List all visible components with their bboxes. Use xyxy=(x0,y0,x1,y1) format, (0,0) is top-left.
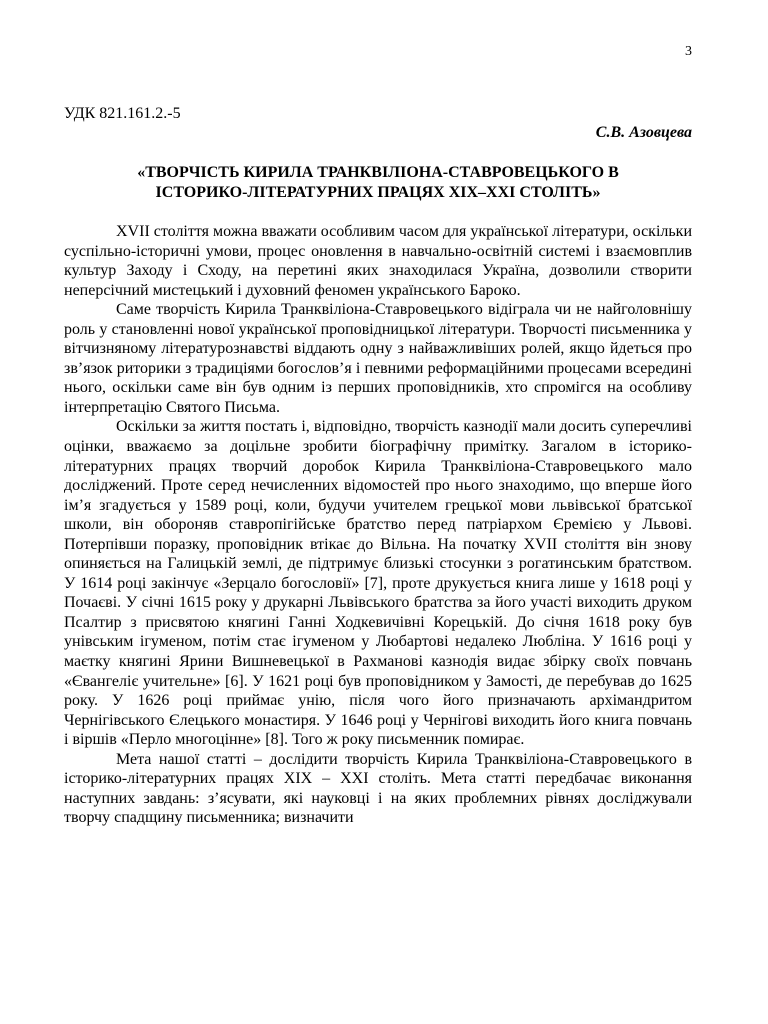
author-name: С.В. Азовцева xyxy=(595,124,692,141)
title-line-2: ІСТОРИКО-ЛІТЕРАТУРНИХ ПРАЦЯХ XIX–XXI СТОЛІТЬ» xyxy=(155,184,601,201)
article-title xyxy=(64,163,692,203)
article-body xyxy=(64,222,692,828)
title-line-1: «ТВОРЧІСТЬ КИРИЛА ТРАНКВІЛІОНА-СТАВРОВЕЦЬКОГО В xyxy=(137,164,619,181)
page-number: 3 xyxy=(685,44,692,59)
body-paragraph-3: Оскільки за життя постать і, відповідно, творчість казнодії мали досить суперечливі оцінки, вважаємо за доцільне зробити біографічну примітку. Загалом в історико-літературних працях творчий доробок Кирила Транквіліона-Ставровецького мало досліджений. Проте серед нечисленних відомостей про нього знаходимо, що вперше його ім’я згадується у 1589 році, коли, будучи учителем грецької мови львівської братської школи, він обороняв ставропігійське братство перед патріархом Єремією у Львові. Потерпівши поразку, проповідник втікає до Вільна. На початку XVII століття він знову опиняється на Галицькій землі, де підтримує близькі стосунки з рогатинським братством. У 1614 році закінчує «Зерцало богословії» [7], проте друкується книга лише у 1618 році у Почаєві. У січні 1615 року у друкарні Львівського братства за його участі виходить друком Псалтир з присвятою княгині Ганні Ходкевичівні Корецькій. До січня 1618 року був унівським ігуменом, потім стає ігуменом у Любартові недалеко Любліна. У 1616 році у маєтку княгині Ярини Вишневецької в Рахманові казнодія видає збірку своїх повчань «Євангеліє учительне» [6]. У 1621 році був проповідником у Замості, де перебував до 1625 року. У 1626 році приймає унію, після чого його призначають архімандритом Чернігівського Єлецького монастиря. У 1646 році у Чернігові виходить його книга повчань і віршів «Перло многоцінне» [8]. Того ж року письменник помирає. xyxy=(64,418,692,749)
body-paragraph-4: Мета нашої статті – дослідити творчість Кирила Транквіліона-Ставровецького в історико-літературних працях XIX – XXI століть. Мета статті передбачає виконання наступних завдань: з’ясувати, які науковці і на яких проблемних рівнях досліджували творчу спадщину письменника; визначити xyxy=(64,750,692,827)
body-paragraph-1: XVII століття можна вважати особливим часом для української літератури, оскільки суспільно-історичні умови, процес оновлення в навчально-освітній системі і взаємовплив культур Заходу і Сходу, на перетині яких знаходилася Україна, дозволили створити неперсічний мистецький і духовний феномен українського Бароко. xyxy=(64,223,692,299)
body-paragraph-2: Саме творчість Кирила Транквіліона-Ставровецького відіграла чи не найголовнішу роль у становленні нової української проповідницької літератури. Творчості письменника у вітчизняному літературознавстві віддають одну з найважливіших ролей, якщо йдеться про зв’язок риторики з традиціями богослов’я і певними реформаційними процесами всередині нього, оскільки саме він був одним із перших проповідників, хто спромігся на особливу інтерпретацію Святого Письма. xyxy=(64,301,692,416)
udc-code: УДК 821.161.2.-5 xyxy=(64,105,181,122)
